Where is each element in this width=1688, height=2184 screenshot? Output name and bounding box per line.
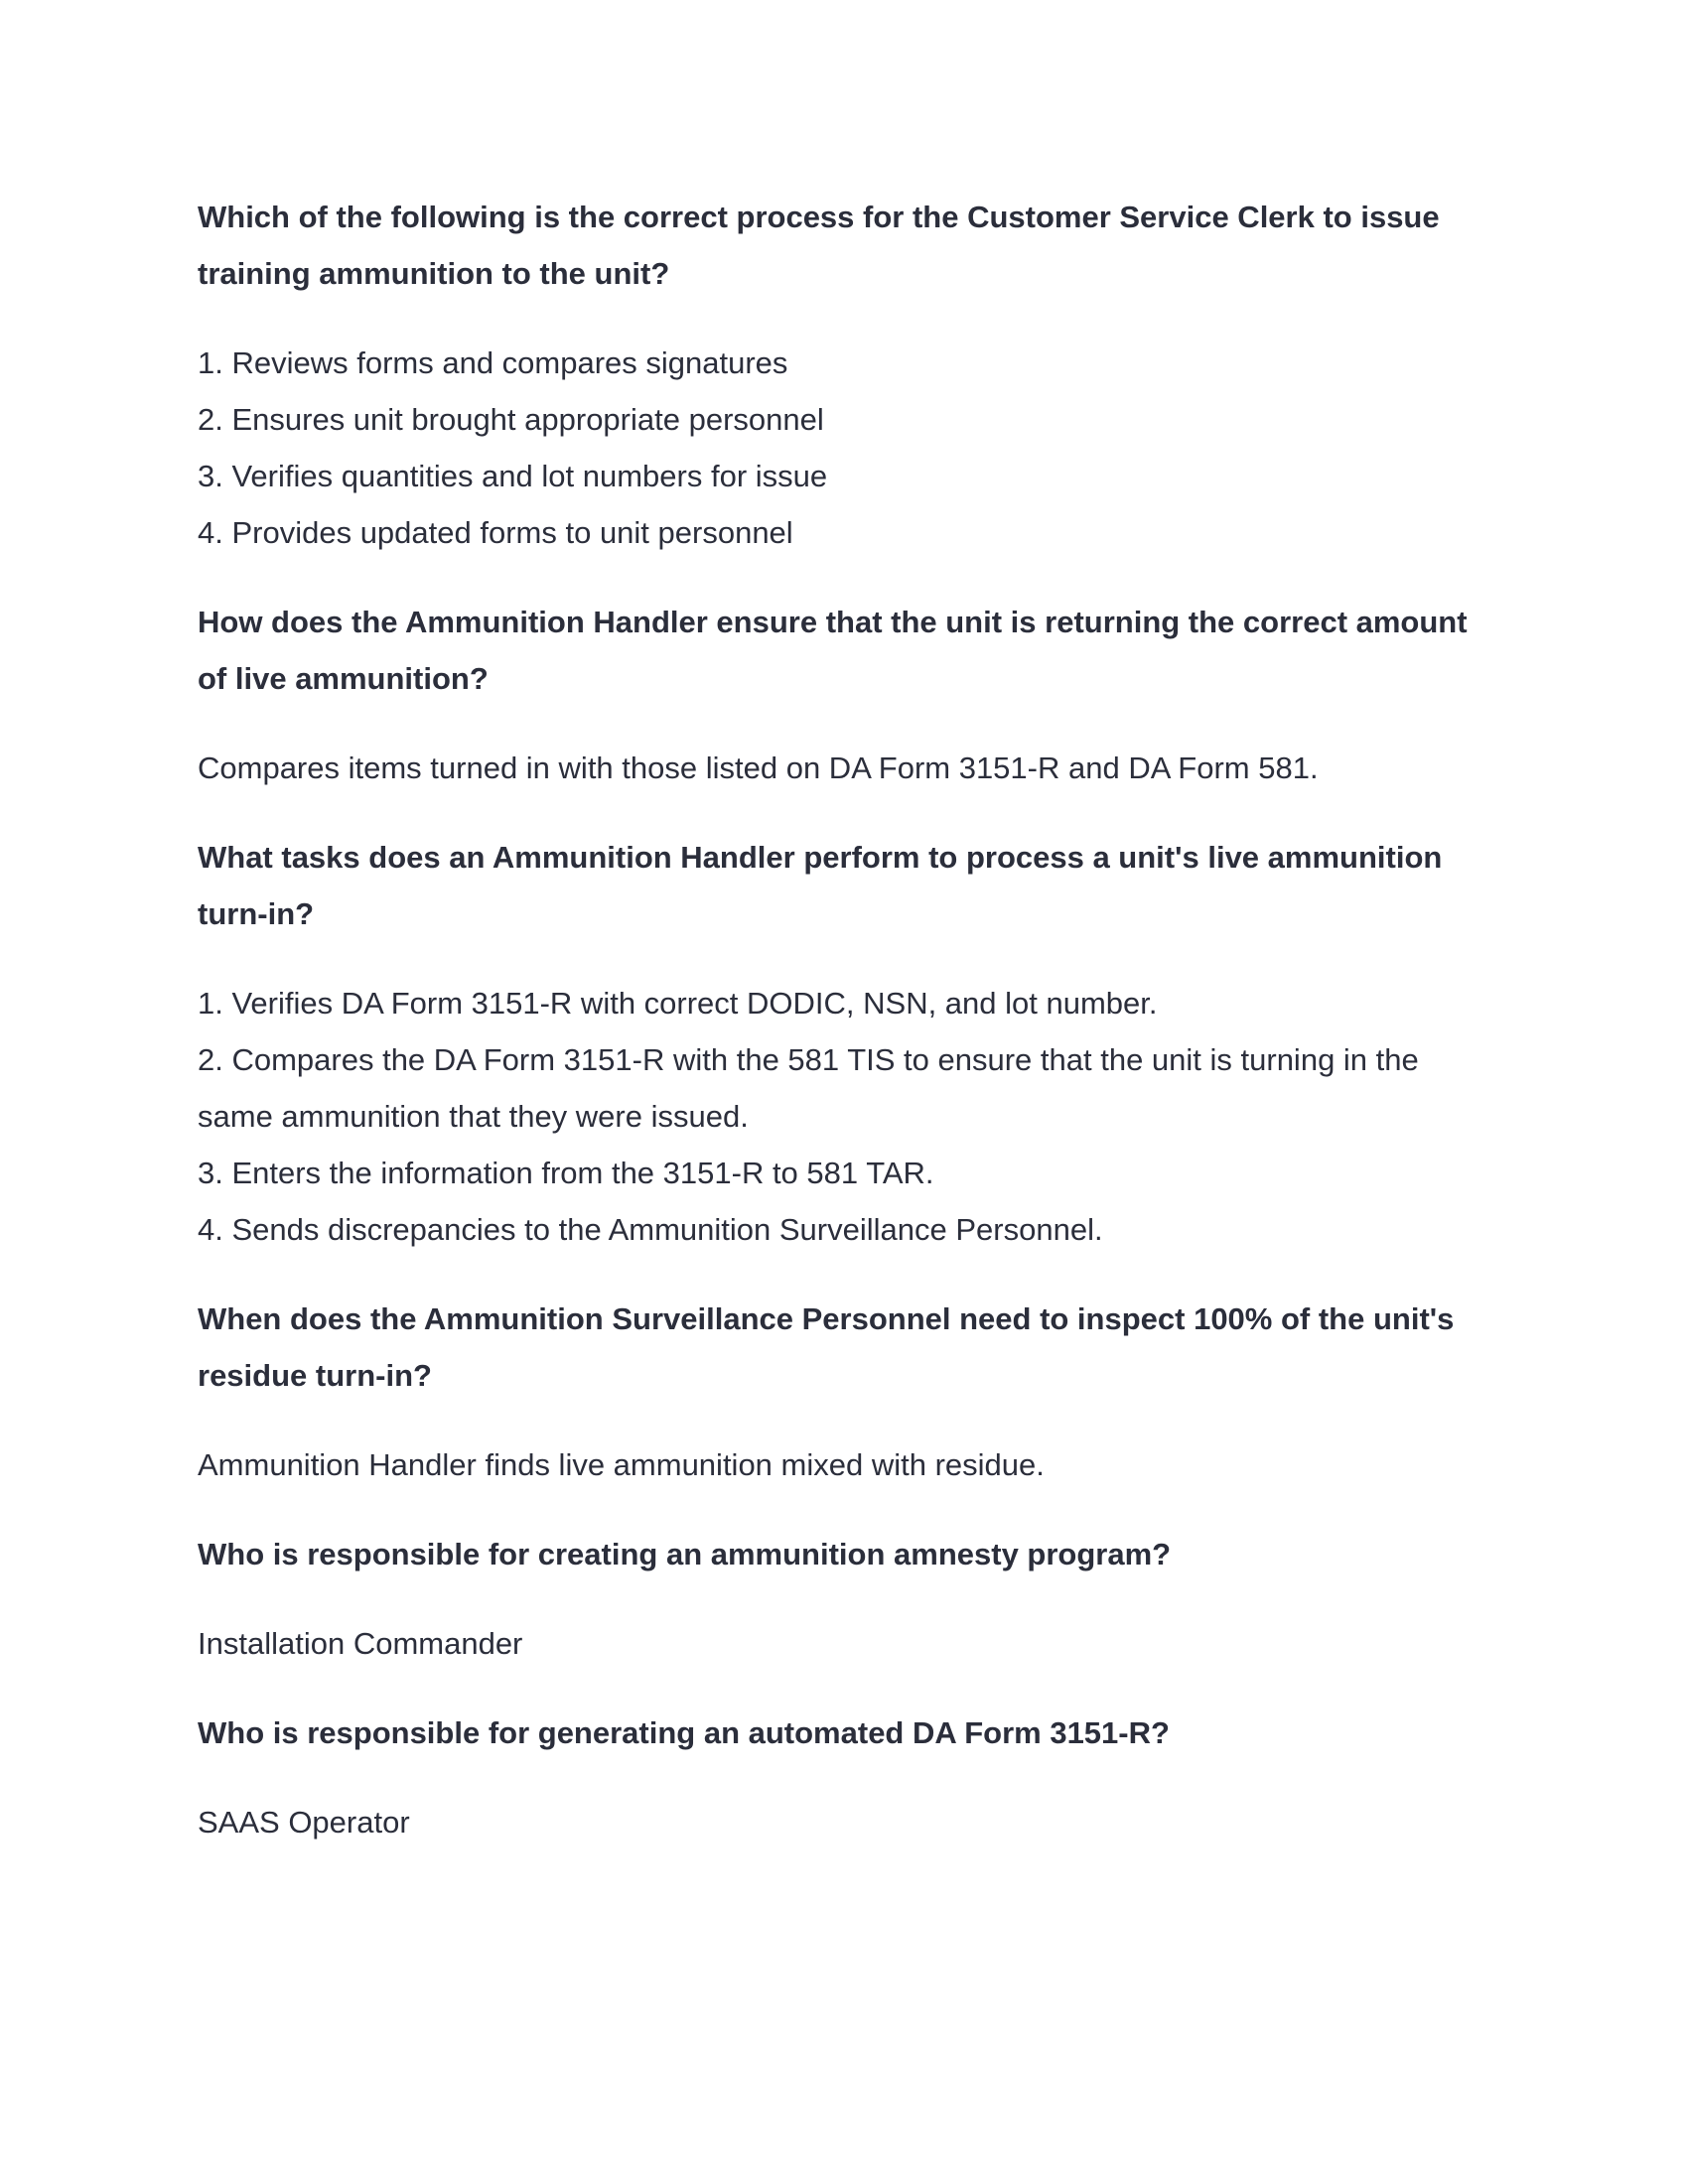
answer-step: 1. Verifies DA Form 3151-R with correct DODIC, NSN, and lot number.: [198, 986, 1158, 1021]
answer-2: [198, 740, 1488, 796]
answer-step: 4. Sends discrepancies to the Ammunition Surveillance Personnel.: [198, 1212, 1103, 1247]
answer-text: Compares items turned in with those listed on DA Form 3151-R and DA Form 581.: [198, 751, 1319, 785]
question-5: Who is responsible for creating an ammunition amnesty program?: [198, 1537, 1172, 1571]
question-1: Which of the following is the correct process for the Customer Service Clerk to issue training ammunition to the unit?: [198, 200, 1440, 291]
question-3: What tasks does an Ammunition Handler perform to process a unit's live ammunition turn-in?: [198, 840, 1443, 931]
answer-text: SAAS Operator: [198, 1805, 410, 1840]
question-4: When does the Ammunition Surveillance Personnel need to inspect 100% of the unit's residue turn-in?: [198, 1301, 1455, 1393]
answer-3: [198, 975, 1488, 1258]
answer-5: [198, 1615, 1488, 1672]
answer-4: [198, 1436, 1488, 1493]
answer-step: 1. Reviews forms and compares signatures: [198, 345, 788, 380]
answer-step: 4. Provides updated forms to unit personnel: [198, 515, 793, 550]
answer-6: [198, 1794, 1488, 1850]
question-2: How does the Ammunition Handler ensure that the unit is returning the correct amount of live ammunition?: [198, 605, 1468, 696]
document-page: [198, 189, 1488, 1883]
answer-text: Ammunition Handler finds live ammunition mixed with residue.: [198, 1447, 1045, 1482]
answer-step: 3. Enters the information from the 3151-R to 581 TAR.: [198, 1156, 934, 1190]
answer-text: Installation Commander: [198, 1626, 523, 1661]
answer-step: 2. Ensures unit brought appropriate personnel: [198, 402, 824, 437]
answer-step: 3. Verifies quantities and lot numbers for issue: [198, 459, 828, 493]
answer-1: [198, 335, 1488, 561]
answer-step: 2. Compares the DA Form 3151-R with the 581 TIS to ensure that the unit is turning in the same ammunition that they were issued.: [198, 1042, 1419, 1134]
question-6: Who is responsible for generating an automated DA Form 3151-R?: [198, 1715, 1170, 1750]
